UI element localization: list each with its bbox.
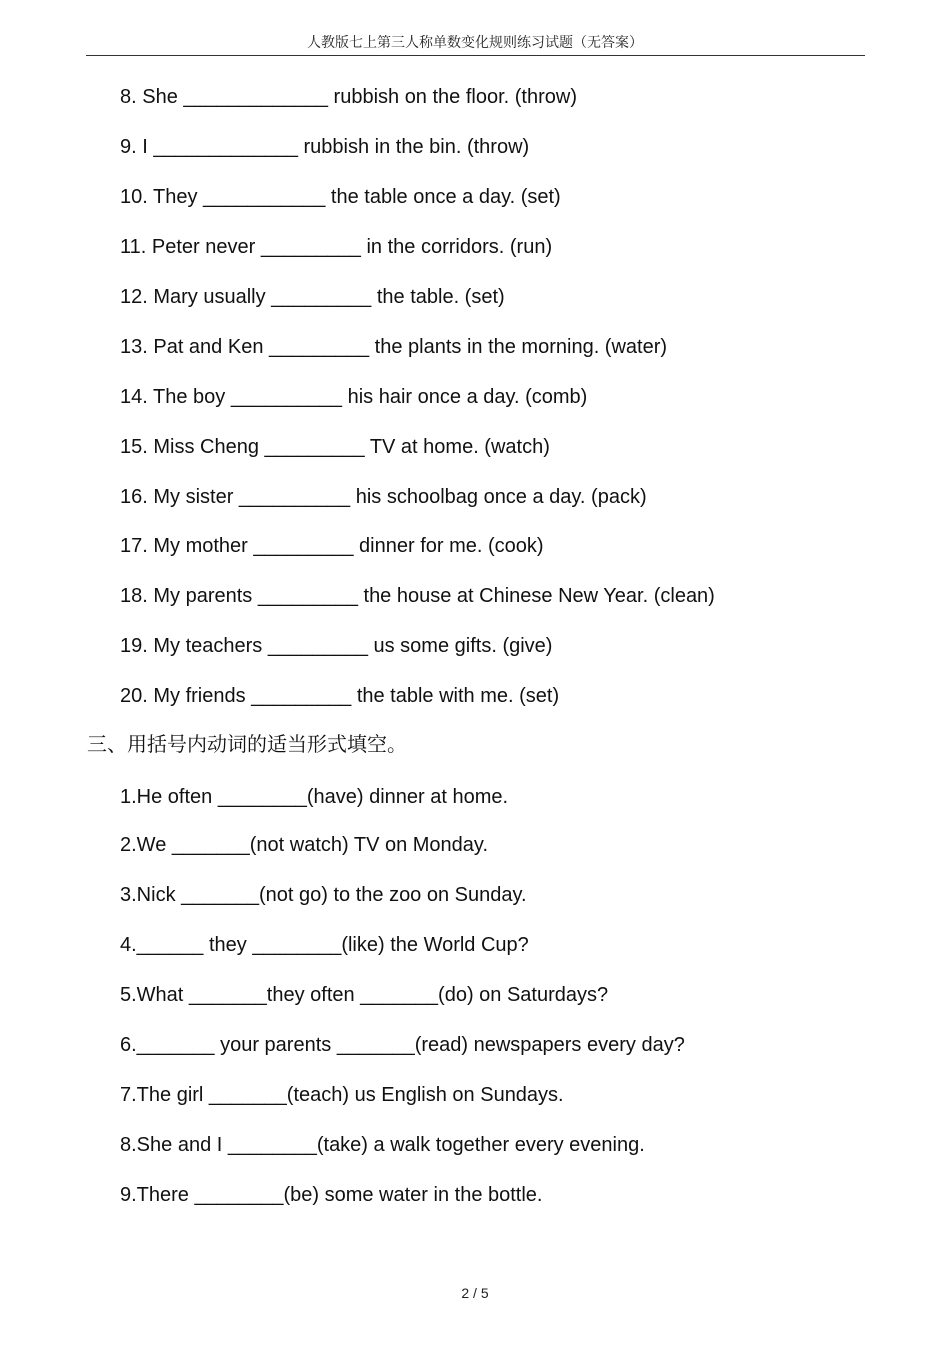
fill-item-9: 9.There ________(be) some water in the bottle. — [120, 1184, 543, 1206]
exercise-item-16: 16. My sister __________ his schoolbag once a day. (pack) — [120, 486, 647, 508]
exercise-item-12: 12. Mary usually _________ the table. (set) — [120, 286, 505, 308]
fill-item-3: 3.Nick _______(not go) to the zoo on Sunday. — [120, 884, 527, 906]
fill-item-8: 8.She and I ________(take) a walk together every evening. — [120, 1134, 645, 1156]
page-header: 人教版七上第三人称单数变化规则练习试题（无答案） — [307, 35, 643, 51]
exercise-item-20: 20. My friends _________ the table with me. (set) — [120, 685, 560, 707]
exercise-item-17: 17. My mother _________ dinner for me. (cook) — [120, 535, 544, 557]
exercise-item-11: 11. Peter never _________ in the corridors. (run) — [120, 236, 553, 258]
exercise-item-15: 15. Miss Cheng _________ TV at home. (watch) — [120, 436, 550, 458]
fill-item-2: 2.We _______(not watch) TV on Monday. — [120, 834, 488, 856]
fill-item-5: 5.What _______they often _______(do) on Saturdays? — [120, 984, 609, 1006]
exercise-item-9: 9. I _____________ rubbish in the bin. (throw) — [120, 136, 530, 158]
fill-item-7: 7.The girl _______(teach) us English on Sundays. — [120, 1084, 564, 1106]
exercise-item-14: 14. The boy __________ his hair once a day. (comb) — [120, 386, 588, 408]
exercise-item-8: 8. She _____________ rubbish on the floor. (throw) — [120, 86, 577, 108]
exercise-item-13: 13. Pat and Ken _________ the plants in the morning. (water) — [120, 336, 668, 358]
exercise-item-10: 10. They ___________ the table once a day. (set) — [120, 186, 561, 208]
section-heading-3: 三、用括号内动词的适当形式填空。 — [87, 732, 407, 756]
fill-item-4: 4.______ they ________(like) the World Cup? — [120, 934, 529, 956]
fill-item-1: 1.He often ________(have) dinner at home. — [120, 786, 509, 808]
fill-item-6: 6._______ your parents _______(read) newspapers every day? — [120, 1034, 685, 1056]
header-divider — [86, 55, 865, 56]
page-number: 2 / 5 — [461, 1285, 489, 1301]
exercise-item-19: 19. My teachers _________ us some gifts. (give) — [120, 635, 553, 657]
exercise-item-18: 18. My parents _________ the house at Chinese New Year. (clean) — [120, 585, 715, 607]
